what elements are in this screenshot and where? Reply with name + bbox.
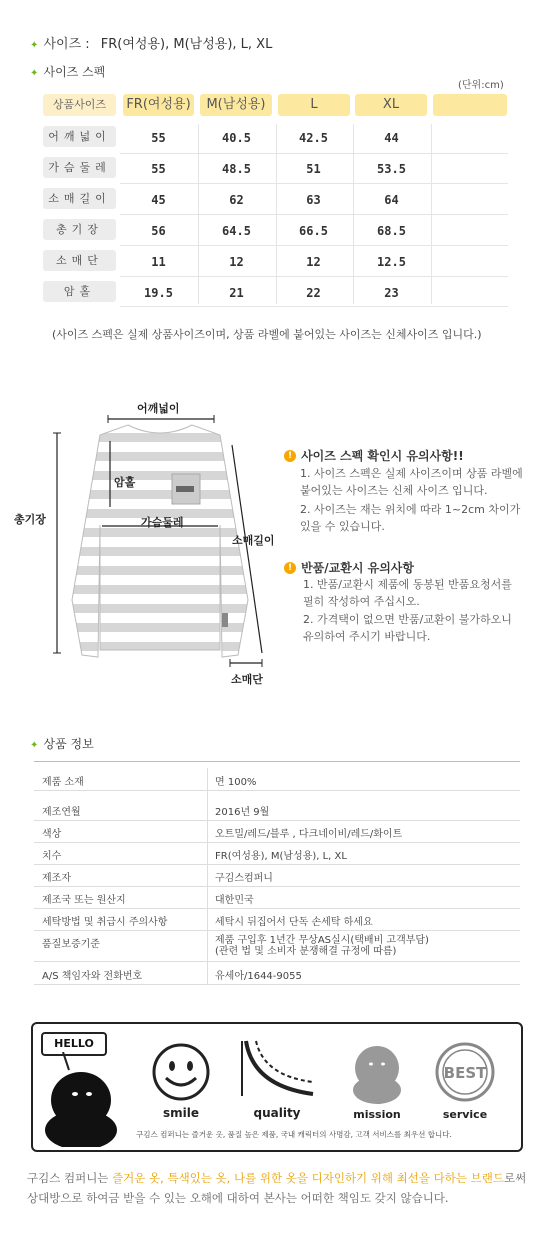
row-label: 소매길이 <box>43 188 116 209</box>
info-row <box>34 886 520 909</box>
table-cell: 53.5 <box>377 162 406 176</box>
info-key: 치수 <box>42 851 62 862</box>
table-cell: 55 <box>151 131 166 145</box>
header-fr: FR(여성용) <box>123 94 194 116</box>
info-row <box>34 820 520 843</box>
row-divider <box>120 306 508 307</box>
table-cell: 48.5 <box>222 162 251 176</box>
exclamation-icon: ! <box>284 562 296 574</box>
label-shoulder: 어깨넓이 <box>137 402 180 415</box>
spec-title-row <box>30 61 105 80</box>
notice-size <box>284 445 464 464</box>
table-cell: 19.5 <box>144 286 173 300</box>
info-value: 오트밀/레드/블루 , 다크네이비/레드/화이트 <box>215 829 403 840</box>
label-sleeve-length: 소매길이 <box>232 534 275 547</box>
table-cell: 64 <box>384 193 399 207</box>
notice-return-item: 1. 반품/교환시 제품에 동봉된 반품요청서를 필히 작성하여 주십시오. <box>303 578 512 608</box>
info-value: 제품 구입후 1년간 무상AS실시(택배비 고객부담) (관련 법 및 소비자 분쟁해결 규정에 따름) <box>215 935 429 957</box>
banner-caption: 구김스 컴퍼니는 즐거운 옷, 품질 높은 제품, 국내 캐릭터의 사명감, 고객 서비스를 최우선 합니다. <box>136 1130 452 1139</box>
info-row <box>34 798 520 821</box>
info-key: 제조자 <box>42 873 71 884</box>
banner-word-mission: mission <box>353 1108 401 1121</box>
label-armhole: 암홀 <box>114 476 136 489</box>
info-key: 제조연월 <box>42 807 81 818</box>
footer-prefix: 구김스 컴퍼니는 <box>27 1171 113 1185</box>
row-label: 암홀 <box>43 281 116 302</box>
banner-word-smile: smile <box>162 1106 199 1120</box>
unit-label: (단위:cm) <box>458 80 504 91</box>
quality-icon <box>238 1036 318 1106</box>
mission-icon <box>349 1038 405 1108</box>
label-cuff: 소매단 <box>231 673 263 686</box>
label-total-length: 총기장 <box>14 513 46 526</box>
info-value: 구김스컴퍼니 <box>215 873 273 884</box>
notice-return-item: 2. 가격택이 없으면 반품/교환이 불가하오니 유의하여 주시기 바랍니다. <box>303 613 512 643</box>
row-label: 소매단 <box>43 250 116 271</box>
table-cell: 62 <box>229 193 244 207</box>
row-label: 총기장 <box>43 219 116 240</box>
table-note: (사이즈 스펙은 실제 상품사이즈이며, 상품 라벨에 붙어있는 사이즈는 신체사이즈 입니다.) <box>52 328 482 341</box>
notice-size-item: 2. 사이즈는 재는 위치에 따라 1~2cm 차이가 있을 수 있습니다. <box>300 503 521 533</box>
table-cell: 21 <box>229 286 244 300</box>
table-cell: 63 <box>306 193 321 207</box>
header-empty <box>433 94 507 116</box>
table-cell: 40.5 <box>222 131 251 145</box>
info-row <box>34 962 520 985</box>
info-row <box>34 842 520 865</box>
notice-return <box>284 557 414 576</box>
row-divider <box>120 153 508 154</box>
table-cell: 12.5 <box>377 255 406 269</box>
footer-highlight: 즐거운 옷, 특색있는 옷, 나를 위한 옷을 디자인하기 위해 최선을 다하는 브랜드 <box>112 1171 504 1185</box>
info-value: 유세아/1644-9055 <box>215 971 302 982</box>
table-cell: 68.5 <box>377 224 406 238</box>
best-stamp-text: BEST <box>443 1064 487 1082</box>
row-divider <box>120 276 508 277</box>
bullet-icon: ✦ <box>30 40 39 51</box>
table-cell: 44 <box>384 131 399 145</box>
row-label: 가슴둘레 <box>43 157 116 178</box>
table-cell: 55 <box>151 162 166 176</box>
info-key: 제품 소재 <box>42 777 84 788</box>
info-value: 세탁시 뒤집어서 단독 손세탁 하세요 <box>215 917 373 928</box>
smile-icon <box>151 1042 211 1102</box>
table-cell: 12 <box>229 255 244 269</box>
product-info-title-row <box>30 733 94 752</box>
banner-word-service: service <box>442 1108 488 1121</box>
footer-suffix: 로써 상대방으로 하여금 받을 수 있는 오해에 대하여 본사는 어떠한 책임도 갖지 않습니다. <box>27 1171 527 1205</box>
table-cell: 45 <box>151 193 166 207</box>
header-product-size: 상품사이즈 <box>43 94 116 116</box>
row-label: 어깨넓이 <box>43 126 116 147</box>
info-key: 제조국 또는 원산지 <box>42 895 126 906</box>
row-divider <box>120 183 508 184</box>
info-value: 2016년 9월 <box>215 807 270 818</box>
row-divider <box>120 245 508 246</box>
sizes-label: 사이즈 : <box>43 37 90 52</box>
info-row <box>34 908 520 931</box>
header-m: M(남성용) <box>200 94 272 116</box>
footer-disclaimer <box>27 1168 527 1208</box>
sizes-line <box>30 33 272 52</box>
brand-banner <box>31 1022 523 1152</box>
header-l: L <box>278 94 350 116</box>
banner-word-quality: quality <box>253 1106 301 1120</box>
info-key: 세탁방법 및 취급시 주의사항 <box>42 917 168 928</box>
table-cell: 56 <box>151 224 166 238</box>
info-row <box>34 768 520 791</box>
bullet-icon: ✦ <box>30 740 39 751</box>
header-xl: XL <box>355 94 427 116</box>
mascot-icon <box>39 1052 129 1147</box>
table-cell: 23 <box>384 286 399 300</box>
info-value: 면 100% <box>215 777 257 788</box>
spec-title: 사이즈 스펙 <box>43 65 106 79</box>
label-chest: 가슴둘레 <box>141 516 184 529</box>
exclamation-icon: ! <box>284 450 296 462</box>
notice-size-item: 1. 사이즈 스펙은 실제 사이즈이며 상품 라벨에 붙어있는 사이즈는 신체 사이즈 입니다. <box>300 467 523 497</box>
info-value: FR(여성용), M(남성용), L, XL <box>215 851 347 862</box>
table-cell: 12 <box>306 255 321 269</box>
info-key: A/S 책임자와 전화번호 <box>42 971 143 982</box>
sleeve-tag <box>222 613 228 627</box>
table-cell: 11 <box>151 255 166 269</box>
product-info-title: 상품 정보 <box>43 737 94 751</box>
row-divider <box>120 214 508 215</box>
info-row <box>34 930 520 962</box>
table-cell: 51 <box>306 162 321 176</box>
table-cell: 42.5 <box>299 131 328 145</box>
bullet-icon: ✦ <box>30 68 39 79</box>
shirt-body <box>72 425 248 657</box>
info-top-border <box>34 761 520 762</box>
table-cell: 64.5 <box>222 224 251 238</box>
sizes-value: FR(여성용), M(남성용), L, XL <box>100 37 273 52</box>
table-cell: 22 <box>306 286 321 300</box>
pocket-label <box>176 486 194 492</box>
info-key: 색상 <box>42 829 62 840</box>
info-row <box>34 864 520 887</box>
info-key: 품질보증기준 <box>42 939 100 950</box>
notice-size-title: 사이즈 스펙 확인시 유의사항!! <box>301 449 464 463</box>
hello-bubble: HELLO <box>41 1032 107 1056</box>
info-value: 대한민국 <box>215 895 254 906</box>
best-stamp-icon <box>433 1040 497 1104</box>
notice-return-title: 반품/교환시 유의사항 <box>301 561 414 575</box>
table-cell: 66.5 <box>299 224 328 238</box>
